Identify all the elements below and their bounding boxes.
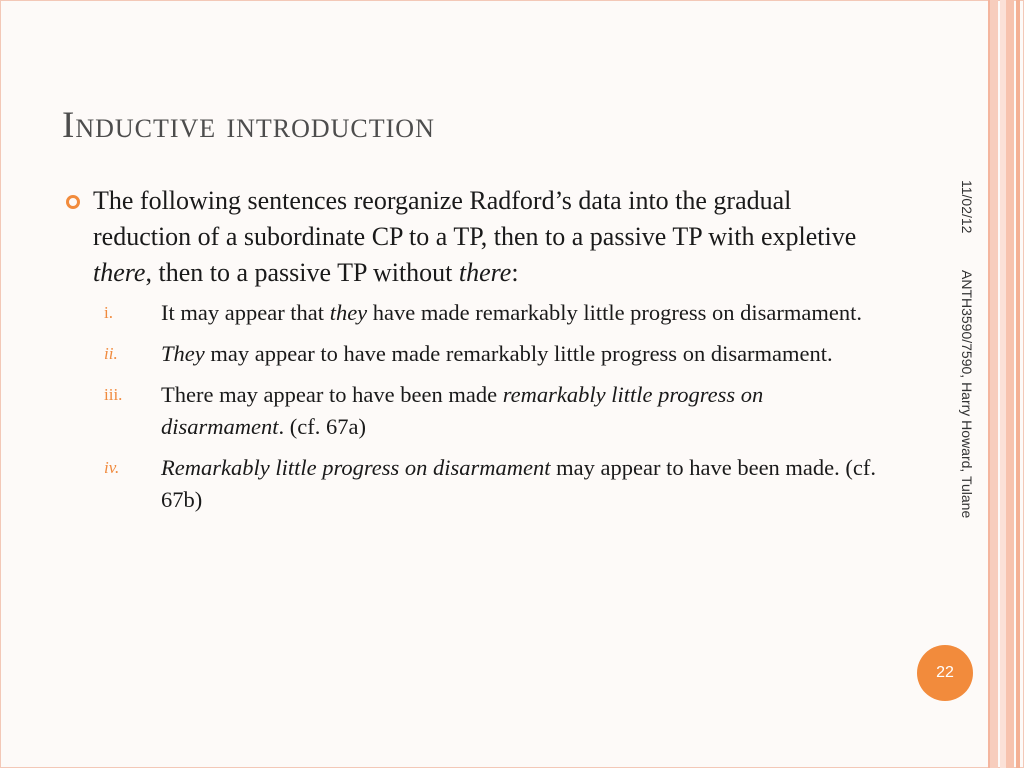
item-text: may appear to have made remarkably little progress on disarmament.: [204, 341, 833, 366]
list-marker: i.: [104, 303, 113, 322]
bullet-text: The following sentences reorganize Radford’s data into the gradual reduction of a subordinate CP to a TP, then to a passive TP with expletive: [93, 186, 857, 251]
stripe: [1016, 0, 1020, 768]
item-emphasis: remarkably little progress on disarmament: [161, 382, 764, 439]
stripe: [1006, 0, 1014, 768]
main-bullet: [62, 183, 882, 291]
item-emphasis: They: [161, 341, 205, 366]
item-text: It may appear that: [161, 300, 330, 325]
item-text: have made remarkably little progress on disarmament.: [367, 300, 863, 325]
list-item: [62, 338, 882, 370]
slide-title: Inductive introduction: [62, 105, 435, 146]
list-item: [62, 379, 882, 443]
list-item: [62, 452, 882, 516]
slide-content: [62, 183, 882, 525]
item-emphasis: they: [329, 300, 368, 325]
bullet-text: :: [511, 258, 519, 287]
stripe: [990, 0, 998, 768]
circle-bullet-icon: [66, 195, 80, 209]
page-number-badge: 22: [917, 645, 973, 701]
list-marker: iii.: [104, 385, 123, 404]
list-item: [62, 297, 882, 329]
item-text: may appear to have been made. (cf. 67b): [161, 455, 877, 512]
item-emphasis: Remarkably little progress on disarmament: [161, 455, 551, 480]
item-text: . (cf. 67a): [278, 414, 366, 439]
list-marker: iv.: [104, 458, 120, 477]
item-text: There may appear to have been made: [161, 382, 503, 407]
bullet-emphasis: there: [93, 258, 146, 287]
slide-footer: ANTH3590/7590, Harry Howard, Tulane: [959, 270, 975, 519]
bullet-emphasis: there: [458, 258, 512, 287]
list-marker: ii.: [104, 344, 118, 363]
bullet-text: , then to a passive TP without: [145, 258, 459, 287]
slide-date: 11/02/12: [959, 180, 975, 234]
example-list: [62, 297, 882, 516]
